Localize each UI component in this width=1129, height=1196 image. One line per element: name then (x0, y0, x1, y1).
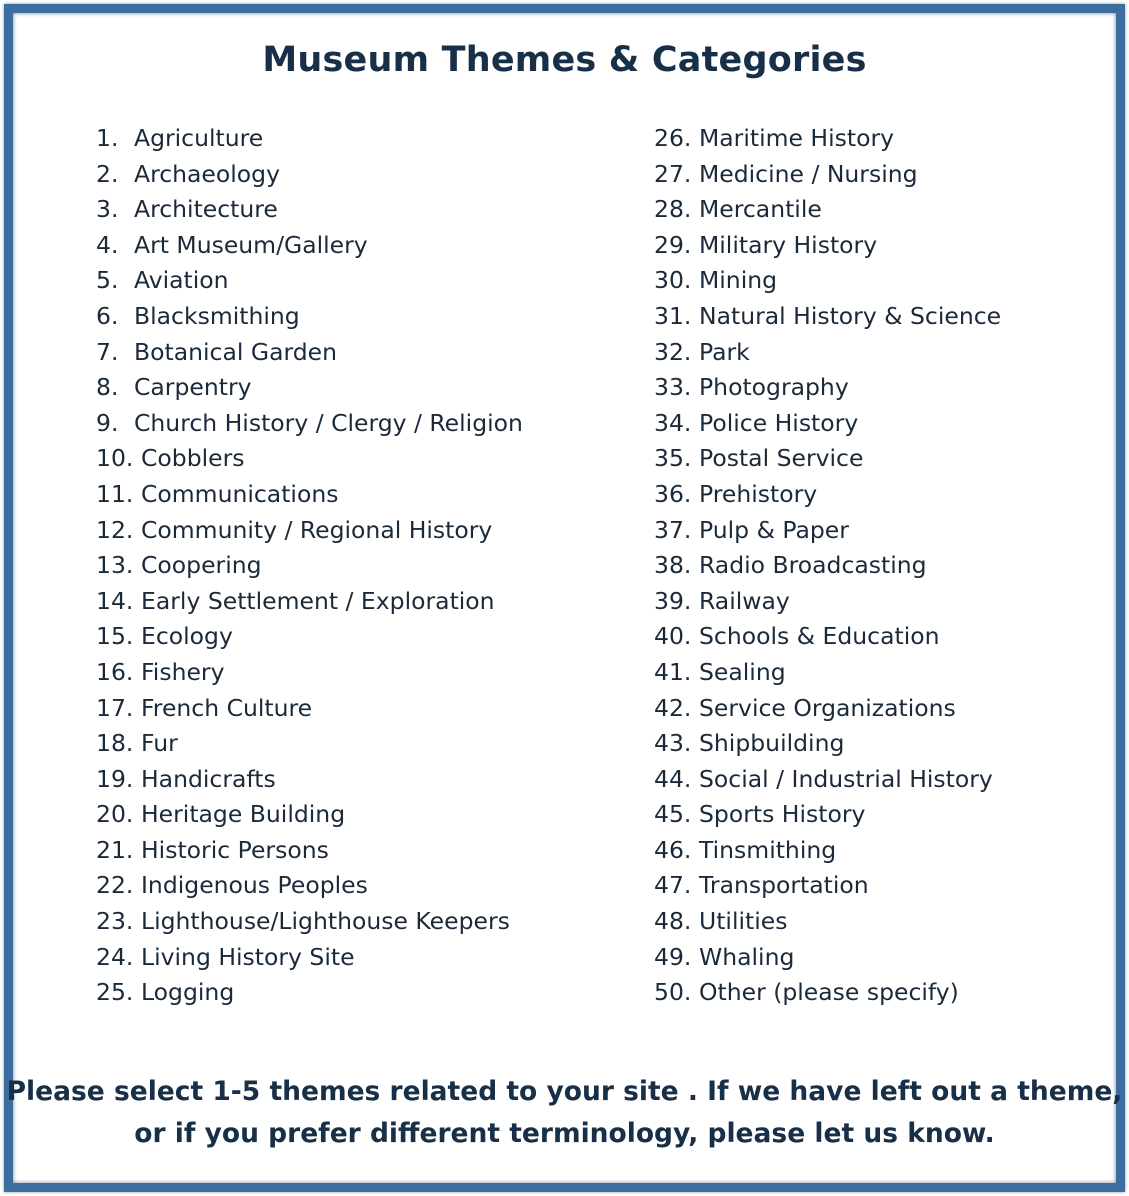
theme-number: 4. (96, 230, 119, 259)
theme-item (96, 192, 523, 228)
theme-item (654, 548, 1001, 584)
theme-label: Early Settlement / Exploration (141, 586, 495, 615)
theme-label: Mining (699, 266, 778, 295)
theme-label: Logging (141, 978, 235, 1007)
theme-label: Architecture (134, 195, 278, 224)
theme-label: Carpentry (134, 373, 252, 402)
theme-number: 40. (654, 622, 692, 651)
theme-item (654, 833, 1001, 869)
theme-label: Other (please specify) (699, 978, 959, 1007)
theme-label: Fishery (141, 657, 225, 686)
theme-label: Ecology (141, 622, 233, 651)
theme-number: 9. (96, 408, 119, 437)
theme-item (654, 940, 1001, 976)
theme-item (654, 975, 1001, 1011)
theme-label: Pulp & Paper (699, 515, 849, 544)
theme-label: Utilities (699, 907, 788, 936)
theme-item (96, 833, 523, 869)
theme-label: Whaling (699, 942, 795, 971)
theme-number: 24. (96, 942, 134, 971)
theme-number: 19. (96, 764, 134, 793)
theme-item (96, 655, 523, 691)
theme-number: 18. (96, 729, 134, 758)
theme-label: Blacksmithing (134, 301, 300, 330)
theme-number: 16. (96, 657, 134, 686)
theme-label: Prehistory (699, 479, 818, 508)
theme-label: Social / Industrial History (699, 764, 993, 793)
theme-item (654, 121, 1001, 157)
theme-number: 49. (654, 942, 692, 971)
page-title: Museum Themes & Categories (262, 40, 867, 80)
theme-label: Park (699, 337, 750, 366)
theme-label: Archaeology (134, 159, 281, 188)
theme-item (96, 691, 523, 727)
theme-number: 11. (96, 479, 134, 508)
theme-number: 47. (654, 871, 692, 900)
theme-label: Natural History & Science (699, 301, 1002, 330)
theme-label: Living History Site (141, 942, 355, 971)
theme-label: Military History (699, 230, 878, 259)
theme-label: Church History / Clergy / Religion (134, 408, 523, 437)
theme-label: Aviation (134, 266, 229, 295)
theme-label: Police History (699, 408, 859, 437)
theme-item (96, 157, 523, 193)
theme-label: Shipbuilding (699, 729, 845, 758)
theme-item (96, 762, 523, 798)
theme-item (654, 655, 1001, 691)
theme-label: Railway (699, 586, 790, 615)
theme-item (96, 441, 523, 477)
theme-number: 3. (96, 195, 119, 224)
theme-item (96, 619, 523, 655)
theme-number: 13. (96, 551, 134, 580)
themes-list-left (96, 121, 523, 1011)
theme-number: 17. (96, 693, 134, 722)
theme-item (96, 228, 523, 264)
theme-number: 44. (654, 764, 692, 793)
theme-label: Sealing (699, 657, 786, 686)
theme-item (96, 513, 523, 549)
theme-label: Coopering (141, 551, 262, 580)
theme-item (654, 370, 1001, 406)
theme-item (654, 335, 1001, 371)
theme-label: Communications (141, 479, 339, 508)
theme-item (654, 797, 1001, 833)
theme-item (96, 868, 523, 904)
theme-item (654, 691, 1001, 727)
theme-label: Historic Persons (141, 835, 329, 864)
theme-label: Radio Broadcasting (699, 551, 927, 580)
theme-number: 34. (654, 408, 692, 437)
theme-label: Handicrafts (141, 764, 276, 793)
theme-number: 28. (654, 195, 692, 224)
theme-item (96, 370, 523, 406)
instructions-line-2: or if you prefer different terminology, please let us know. (134, 1118, 995, 1149)
theme-number: 20. (96, 800, 134, 829)
theme-number: 25. (96, 978, 134, 1007)
theme-label: Indigenous Peoples (141, 871, 368, 900)
theme-number: 46. (654, 835, 692, 864)
theme-label: Maritime History (699, 124, 895, 152)
theme-label: Botanical Garden (134, 337, 337, 366)
theme-number: 32. (654, 337, 692, 366)
theme-number: 43. (654, 729, 692, 758)
theme-item (654, 263, 1001, 299)
instructions (0, 1071, 1129, 1155)
theme-item (96, 263, 523, 299)
theme-item (96, 726, 523, 762)
theme-item (96, 477, 523, 513)
theme-number: 7. (96, 337, 119, 366)
theme-item (654, 299, 1001, 335)
theme-number: 33. (654, 373, 692, 402)
theme-number: 15. (96, 622, 134, 651)
theme-label: Tinsmithing (699, 835, 837, 864)
themes-list-right (654, 121, 1001, 1011)
theme-item (654, 726, 1001, 762)
theme-number: 8. (96, 373, 119, 402)
theme-label: Community / Regional History (141, 515, 493, 544)
theme-number: 30. (654, 266, 692, 295)
theme-number: 6. (96, 301, 119, 330)
theme-number: 45. (654, 800, 692, 829)
theme-number: 21. (96, 835, 134, 864)
theme-number: 41. (654, 657, 692, 686)
theme-label: Medicine / Nursing (699, 159, 918, 188)
theme-item (654, 513, 1001, 549)
theme-item (96, 548, 523, 584)
theme-number: 23. (96, 907, 134, 936)
theme-item (654, 157, 1001, 193)
theme-number: 38. (654, 551, 692, 580)
theme-number: 14. (96, 586, 134, 615)
theme-item (654, 406, 1001, 442)
theme-item (96, 975, 523, 1011)
theme-label: Fur (141, 729, 178, 758)
theme-item (654, 619, 1001, 655)
theme-number: 29. (654, 230, 692, 259)
theme-number: 42. (654, 693, 692, 722)
theme-label: Service Organizations (699, 693, 956, 722)
theme-item (654, 477, 1001, 513)
theme-label: Heritage Building (141, 800, 346, 829)
theme-label: Cobblers (141, 444, 245, 473)
theme-number: 5. (96, 266, 119, 295)
theme-item (654, 228, 1001, 264)
theme-item (654, 868, 1001, 904)
theme-item (96, 797, 523, 833)
theme-item (96, 904, 523, 940)
theme-number: 31. (654, 301, 692, 330)
theme-item (654, 584, 1001, 620)
theme-item (654, 904, 1001, 940)
theme-label: French Culture (141, 693, 313, 722)
theme-number: 37. (654, 515, 692, 544)
theme-item (654, 192, 1001, 228)
theme-number: 26. (654, 124, 692, 152)
theme-number: 50. (654, 978, 692, 1007)
theme-label: Mercantile (699, 195, 822, 224)
theme-number: 1. (96, 124, 119, 152)
theme-label: Art Museum/Gallery (134, 230, 368, 259)
theme-number: 22. (96, 871, 134, 900)
theme-item (654, 762, 1001, 798)
theme-label: Agriculture (134, 124, 264, 152)
theme-label: Transportation (699, 871, 869, 900)
instructions-line-1: Please select 1-5 themes related to your site . If we have left out a theme, (6, 1076, 1123, 1107)
theme-item (96, 940, 523, 976)
theme-label: Lighthouse/Lighthouse Keepers (141, 907, 510, 936)
theme-number: 39. (654, 586, 692, 615)
theme-number: 12. (96, 515, 134, 544)
theme-item (96, 299, 523, 335)
theme-item (96, 406, 523, 442)
theme-number: 48. (654, 907, 692, 936)
theme-number: 27. (654, 159, 692, 188)
theme-number: 10. (96, 444, 134, 473)
theme-number: 2. (96, 159, 119, 188)
theme-number: 35. (654, 444, 692, 473)
theme-item (96, 335, 523, 371)
theme-label: Schools & Education (699, 622, 940, 651)
theme-label: Sports History (699, 800, 866, 829)
theme-item (96, 121, 523, 157)
theme-item (96, 584, 523, 620)
theme-number: 36. (654, 479, 692, 508)
theme-label: Postal Service (699, 444, 864, 473)
theme-item (654, 441, 1001, 477)
theme-label: Photography (699, 373, 849, 402)
